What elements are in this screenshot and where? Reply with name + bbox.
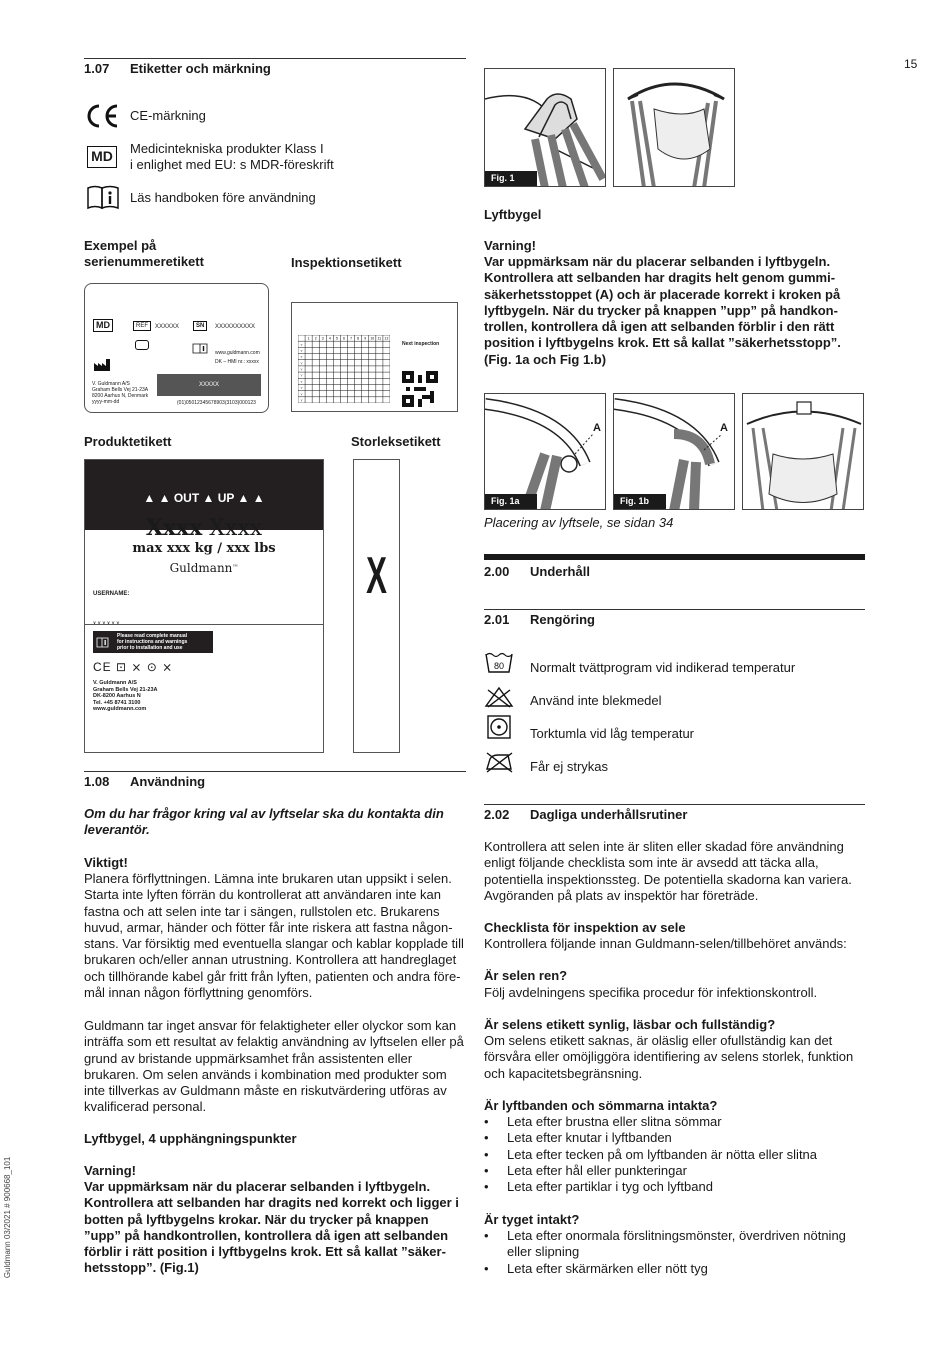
size-label-heading: Storleksetikett: [351, 434, 441, 449]
inspection-label-heading: Inspektionsetikett: [291, 255, 402, 270]
read-manual-icon: [86, 184, 120, 210]
section-heading-2-02: 2.02 Dagliga underhållsrutiner: [484, 807, 688, 822]
out-up-arrows: ▲ ▲ OUT ▲ UP ▲ ▲: [143, 491, 265, 505]
serial-label-heading: Exempel på serienummeretikett: [84, 238, 204, 270]
warning-text: Please read complete manual for instructions and warnings prior to installation and use: [117, 633, 188, 651]
figure-caption: Placering av lyftsele, se sidan 34: [484, 515, 674, 530]
point-a-label: A: [720, 422, 728, 434]
section-rule: [484, 609, 865, 610]
section-heading-2-00: 2.00 Underhåll: [484, 564, 590, 579]
grid-column-label: 11: [377, 336, 382, 341]
read-manual-text: Läs handboken före användning: [130, 190, 316, 205]
grid-column-label: 3: [321, 336, 324, 341]
grid-row-label: Y: [300, 386, 303, 391]
grid-row-label: Y: [300, 342, 303, 347]
grid-row-label: Y: [300, 398, 303, 403]
size-label: [353, 459, 400, 753]
manual-icon: [192, 342, 208, 354]
right-warning-text: Var uppmärksam när du placerar selbanden i lyftbygeln. Kontrollera att selbanden har dragits helt genom gummi-säkerhetsstoppet (A) och är placerade korrekt i kroken på lyftbygeln. När du trycker på knappen ”upp” på handkon-trollen, kontrollera då igen att selbanden förblir i den rätt position i lyftbygelns krok. Ett så kallat ”säkerhetsstopp”. (Fig. 1a och Fig 1.b): [484, 254, 841, 367]
wash-80-icon: [484, 650, 514, 674]
list-item: • Leta efter onormala förslitningsmönster, överdriven nötning eller slipning: [484, 1228, 865, 1261]
no-bleach-icon: [484, 686, 514, 708]
grid-column-label: 12: [384, 336, 389, 341]
warning-box: [93, 631, 213, 653]
strap-checklist: [484, 1114, 865, 1195]
product-name: Xxxx Xxxx: [145, 515, 263, 541]
section-rule: [84, 58, 466, 59]
ref-symbol: REF: [133, 321, 151, 331]
next-inspection-title: Next inspection: [402, 341, 440, 347]
grid-row-label: Y: [300, 349, 303, 353]
serial-number-label: [84, 283, 269, 413]
point-a-label: A: [593, 422, 601, 434]
list-item: • Leta efter hål eller punkteringar: [484, 1163, 865, 1179]
ce-mark-icon: [84, 103, 120, 129]
bleach-instruction: Använd inte blekmedel: [530, 693, 662, 708]
grid-row-label: Y: [300, 361, 303, 366]
label-website: www.guldmann.com: [215, 350, 260, 356]
iron-instruction: Får ej strykas: [530, 759, 609, 774]
right-warning-heading: Varning!: [484, 238, 537, 253]
hmi-number: DK – HMI nr.: xxxxx: [215, 359, 259, 365]
product-label-heading: Produktetikett: [84, 434, 172, 449]
list-item: • Leta efter brustna eller slitna sömmar: [484, 1114, 865, 1130]
grid-column-label: 6: [343, 336, 345, 341]
figure-1a-safety-stop: [484, 393, 606, 510]
username-field: USERNAME:: [93, 591, 130, 597]
section-rule: [484, 804, 865, 805]
grid-column-label: 5: [335, 336, 338, 341]
document-code: Guldmann 03/2021 # 900668_101: [2, 1156, 12, 1279]
liability-text: Guldmann tar inget ansvar för felaktigheter eller olyckor som kan inträffa som ett resultat av felaktig användning av lyftselen eller på grund av bristande uppmärksamhet från assistenten eller brukaren. Om selen används i kombination med produkter som inte tillverkas av Guldmann måste en riskutvärdering utföras av kvalificerad personal.: [84, 1018, 464, 1115]
answer-label: Om selens etikett saknas, är oläslig eller ofullständig kan det försvåra eller omöjliggöra identifiering av selens storlek, funktion och kapacitetsbegränsning.: [484, 1033, 854, 1081]
figure-1a-tag: Fig. 1a: [485, 494, 537, 509]
label-divider: [85, 624, 323, 625]
list-item: • Leta efter partiklar i tyg och lyftband: [484, 1179, 865, 1195]
spreader-bar-subheading: Lyftbygel: [484, 207, 542, 222]
page-number: 15: [904, 57, 918, 71]
figure-1b-safety-stop: [613, 393, 735, 510]
grid-row-label: Y: [300, 373, 303, 378]
usage-intro: Om du har frågor kring val av lyftselar ska du kontakta din leverantör.: [84, 806, 444, 838]
list-item: • Leta efter tecken på om lyftbanden är nötta eller slitna: [484, 1147, 865, 1163]
grid-column-label: 4: [328, 336, 331, 341]
grid-row-label: Y: [300, 379, 303, 384]
grid-row-label: Y: [300, 367, 303, 372]
chapter-rule: [484, 554, 865, 560]
tumble-dry-low-icon: [487, 715, 511, 739]
md-symbol: MD: [93, 319, 113, 332]
important-heading: Viktigt!: [84, 855, 128, 870]
manual-icon: [96, 636, 109, 648]
brand-name: Guldmann™: [169, 561, 239, 575]
care-symbols: CE ⊡ ⨯ ⊙ ⨯: [93, 660, 174, 674]
sn-value: XXXXXXXXXX: [215, 324, 256, 330]
dry-instruction: Torktumla vid låg temperatur: [530, 726, 695, 741]
rfid-icon: [135, 340, 149, 350]
grid-row-label: Y: [300, 392, 303, 397]
section-heading-1-07: 1.07 Etiketter och märkning: [84, 61, 271, 76]
section-heading-1-08: 1.08 Användning: [84, 774, 206, 789]
label-address: V. Guldmann A/S Graham Bells Vej 21-23A 8200 Aarhus N, Denmark yyyy-mm-dd: [92, 381, 149, 405]
list-item: • Leta efter knutar i lyftbanden: [484, 1130, 865, 1146]
question-straps: Är lyftbanden och sömmarna intakta?: [484, 1098, 718, 1113]
section-heading-2-01: 2.01 Rengöring: [484, 612, 595, 627]
qr-code: [402, 371, 438, 407]
figure-1-tag: Fig. 1: [485, 171, 537, 186]
grid-column-label: 9: [364, 336, 367, 341]
grid-column-label: 7: [350, 336, 353, 341]
inspection-grid: [298, 335, 390, 403]
spreader-bar-heading: Lyftbygel, 4 upphängningspunkter: [84, 1131, 297, 1146]
figure-sling-overview: [742, 393, 864, 510]
md-text: Medicintekniska produkter Klass I i enlighet med EU: s MDR-föreskrift: [130, 141, 334, 173]
grid-column-label: 10: [370, 336, 375, 341]
question-clean: Är selen ren?: [484, 968, 568, 983]
svg-text:80: 80: [493, 661, 505, 671]
warning-heading: Varning!: [84, 1163, 137, 1178]
label-gray-box: XXXXX: [157, 374, 261, 396]
sn-symbol: SN: [193, 321, 207, 331]
question-fabric: Är tyget intakt?: [484, 1212, 580, 1227]
checklist-heading: Checklista för inspektion av sele: [484, 920, 686, 935]
important-text: Planera förflyttningen. Lämna inte brukaren utan uppsikt i selen. Starta inte lyften förrän du kontrollerat att användaren inte kan fastna och att selen inte tar i sängen, rullstolen etc. Brukarens huvud, armar, händer och fötter får inte riskera att fastna någon-stans. Var försiktig med eventuella slangar och kablar kopplade till brukaren och/eller annan utrustning. Kontrollera att handreglaget och tillhörande kabel går fritt från lyften, patienten och andra före-mål innan någon förflyttning genomförs.: [84, 871, 464, 1001]
grid-column-label: 2: [314, 336, 317, 341]
maintenance-intro: Kontrollera att selen inte är sliten eller skadad före användning enligt följande checklista som inte är avsedd att täcka alla, potentiella inspektionssteg. De potentiella skadorna kan variera. Avgöranden på plats av inspektör har företräde.: [484, 839, 852, 903]
list-item: • Leta efter skärmärken eller nött tyg: [484, 1261, 865, 1277]
fabric-checklist: [484, 1228, 865, 1277]
size-letter: X: [366, 547, 387, 605]
label-barcode-number: (01)05012345678903(3103)000123: [177, 400, 256, 406]
checklist-intro: Kontrollera följande innan Guldmann-selen/tillbehöret används:: [484, 936, 847, 951]
product-label-address: V. Guldmann A/S Graham Bells Vej 21-23A DK-8200 Aarhus N Tel. +45 8741 3100 www.guldmann.com: [93, 680, 158, 712]
product-label: [84, 459, 324, 753]
grid-column-label: 8: [357, 336, 360, 341]
answer-clean: Följ avdelningens specifika procedur för infektionskontroll.: [484, 985, 818, 1000]
section-rule: [84, 771, 466, 772]
figure-1-hook-closeup: [484, 68, 606, 187]
manufacturer-icon: [94, 357, 110, 371]
inspection-label: [291, 302, 458, 412]
figure-1b-tag: Fig. 1b: [614, 494, 666, 509]
wash-instruction: Normalt tvättprogram vid indikerad temperatur: [530, 660, 796, 675]
question-label: Är selens etikett synlig, läsbar och fullständig?: [484, 1017, 776, 1032]
md-icon: MD: [87, 146, 117, 168]
ce-mark-text: CE-märkning: [130, 108, 206, 123]
warning-text: Var uppmärksam när du placerar selbanden i lyftbygeln. Kontrollera att selbanden har dragits ned korrekt och ligger i botten på lyftbygelns krokar. När du trycker på knappen ”upp” på handkontrollen, kontrollera då igen att selbanden förblir i rätt position i lyftbygelns krok. Ett så kallat ”säker-hetsstopp”. (Fig.1): [84, 1179, 459, 1276]
no-iron-icon: [484, 751, 514, 773]
max-load: max xxx kg / xxx lbs: [132, 541, 276, 556]
grid-row-label: Y: [300, 355, 303, 360]
ref-value: XXXXXX: [155, 324, 180, 330]
figure-1-sling-on-bar: [613, 68, 735, 187]
grid-column-label: 1: [307, 336, 310, 341]
